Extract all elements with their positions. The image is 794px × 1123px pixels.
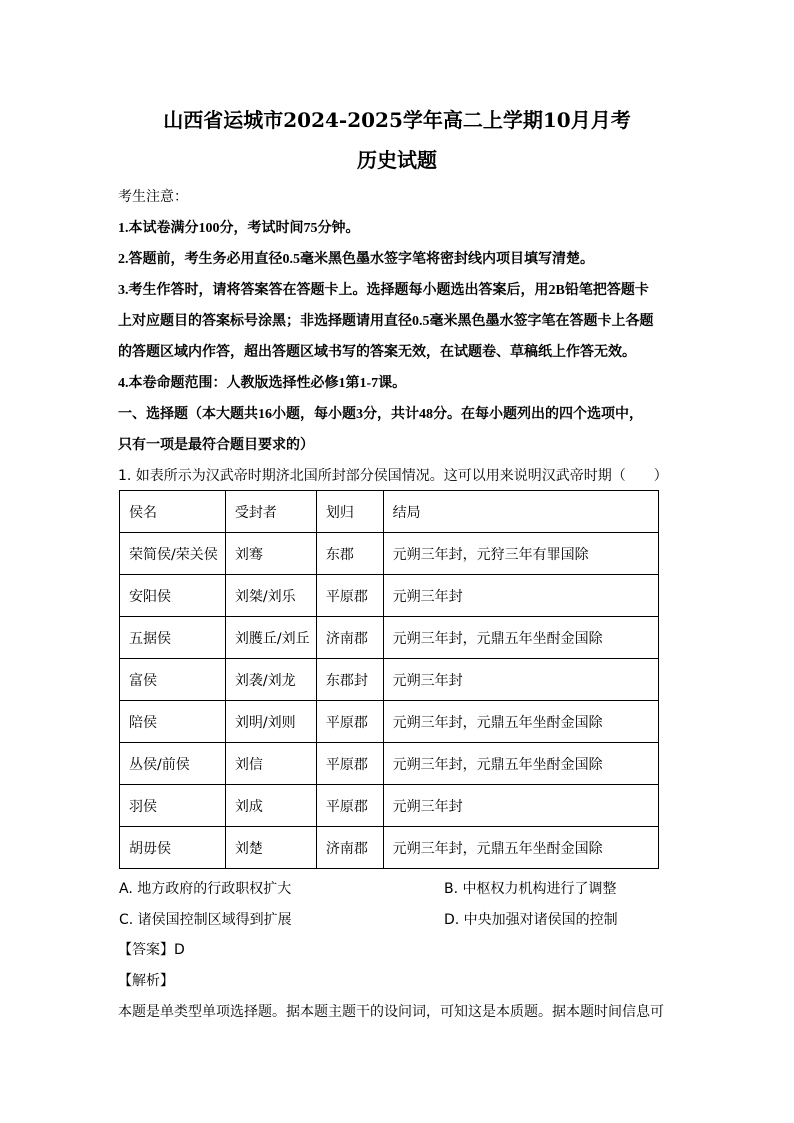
option-a: A. 地方政府的行政职权扩大 <box>119 881 292 897</box>
table-cell: 刘明/刘则 <box>225 701 316 743</box>
table-cell: 东郡 <box>316 533 383 575</box>
table-cell: 元朔三年封 <box>383 659 658 701</box>
option-b: B. 中枢权力机构进行了调整 <box>444 881 617 897</box>
table-cell: 荣简侯/荣关侯 <box>120 533 226 575</box>
table-cell: 刘桀/刘乐 <box>225 575 316 617</box>
notice-item: 的答题区域内作答，超出答题区域书写的答案无效，在试题卷、草稿纸上作答无效。 <box>118 345 636 360</box>
table-cell: 元朔三年封，元鼎五年坐酎金国除 <box>383 617 658 659</box>
table-cell: 元朔三年封 <box>383 785 658 827</box>
table-row <box>120 827 659 869</box>
table-cell: 丛侯/前侯 <box>120 743 226 785</box>
table-row <box>120 659 659 701</box>
table-row <box>120 617 659 659</box>
table-cell: 元朔三年封 <box>383 575 658 617</box>
table-cell: 安阳侯 <box>120 575 226 617</box>
table-row <box>120 743 659 785</box>
table-cell: 济南郡 <box>316 827 383 869</box>
notice-item: 4.本卷命题范围：人教版选择性必修1第1-7课。 <box>118 376 407 391</box>
notice-item: 2.答题前，考生务必用直径0.5毫米黑色墨水签字笔将密封线内项目填写清楚。 <box>118 252 594 267</box>
option-c: C. 诸侯国控制区域得到扩展 <box>119 912 292 928</box>
exam-subtitle: 历史试题 <box>357 148 437 172</box>
notice-item: 1.本试卷满分100分，考试时间75分钟。 <box>118 221 360 236</box>
table-cell: 富侯 <box>120 659 226 701</box>
table-row <box>120 785 659 827</box>
option-d: D. 中央加强对诸侯国的控制 <box>444 912 618 928</box>
notice-item: 上对应题目的答案标号涂黑；非选择题请用直径0.5毫米黑色墨水签字笔在答题卡上各题 <box>118 314 654 329</box>
table-cell: 平原郡 <box>316 701 383 743</box>
table-cell: 元朔三年封，元鼎五年坐酎金国除 <box>383 701 658 743</box>
table-header-cell: 结局 <box>383 491 658 533</box>
table-header-cell: 受封者 <box>225 491 316 533</box>
notice-item: 3.考生作答时，请将答案答在答题卡上。选择题每小题选出答案后，用2B铅笔把答题卡 <box>118 283 649 298</box>
table-cell: 刘信 <box>225 743 316 785</box>
question-stem: 1. 如表所示为汉武帝时期济北国所封部分侯国情况。这可以用来说明汉武帝时期（ ） <box>118 468 668 484</box>
section-heading: 一、选择题（本大题共16小题，每小题3分，共计48分。在每小题列出的四个选项中， <box>118 407 643 422</box>
table-row <box>120 533 659 575</box>
table-cell: 刘楚 <box>225 827 316 869</box>
analysis-heading: 【解析】 <box>118 973 174 989</box>
table-cell: 刘成 <box>225 785 316 827</box>
table-cell: 东郡封 <box>316 659 383 701</box>
table-cell: 元朔三年封，元鼎五年坐酎金国除 <box>383 827 658 869</box>
table-cell: 平原郡 <box>316 785 383 827</box>
table-cell: 刘骞 <box>225 533 316 575</box>
table-cell: 刘袭/刘龙 <box>225 659 316 701</box>
table-header-row <box>120 491 659 533</box>
table-row <box>120 701 659 743</box>
table-header-cell: 侯名 <box>120 491 226 533</box>
table-header-cell: 划归 <box>316 491 383 533</box>
table-cell: 陪侯 <box>120 701 226 743</box>
table-row <box>120 575 659 617</box>
table-cell: 平原郡 <box>316 575 383 617</box>
table-cell: 济南郡 <box>316 617 383 659</box>
table-cell: 五据侯 <box>120 617 226 659</box>
table-cell: 元朔三年封，元鼎五年坐酎金国除 <box>383 743 658 785</box>
answer-line: 【答案】D <box>118 942 185 958</box>
table-cell: 刘臒丘/刘丘 <box>225 617 316 659</box>
table-cell: 羽侯 <box>120 785 226 827</box>
table-cell: 平原郡 <box>316 743 383 785</box>
section-heading-cont: 只有一项是最符合题目要求的） <box>118 438 314 453</box>
analysis-text: 本题是单类型单项选择题。据本题主题干的设问词，可知这是本质题。据本题时间信息可 <box>118 1004 664 1020</box>
table-cell: 胡毋侯 <box>120 827 226 869</box>
exam-title: 山西省运城市2024-2025学年高二上学期10月月考 <box>163 108 631 132</box>
fief-table <box>119 490 659 869</box>
table-cell: 元朔三年封，元狩三年有罪国除 <box>383 533 658 575</box>
notice-heading: 考生注意： <box>118 190 188 205</box>
